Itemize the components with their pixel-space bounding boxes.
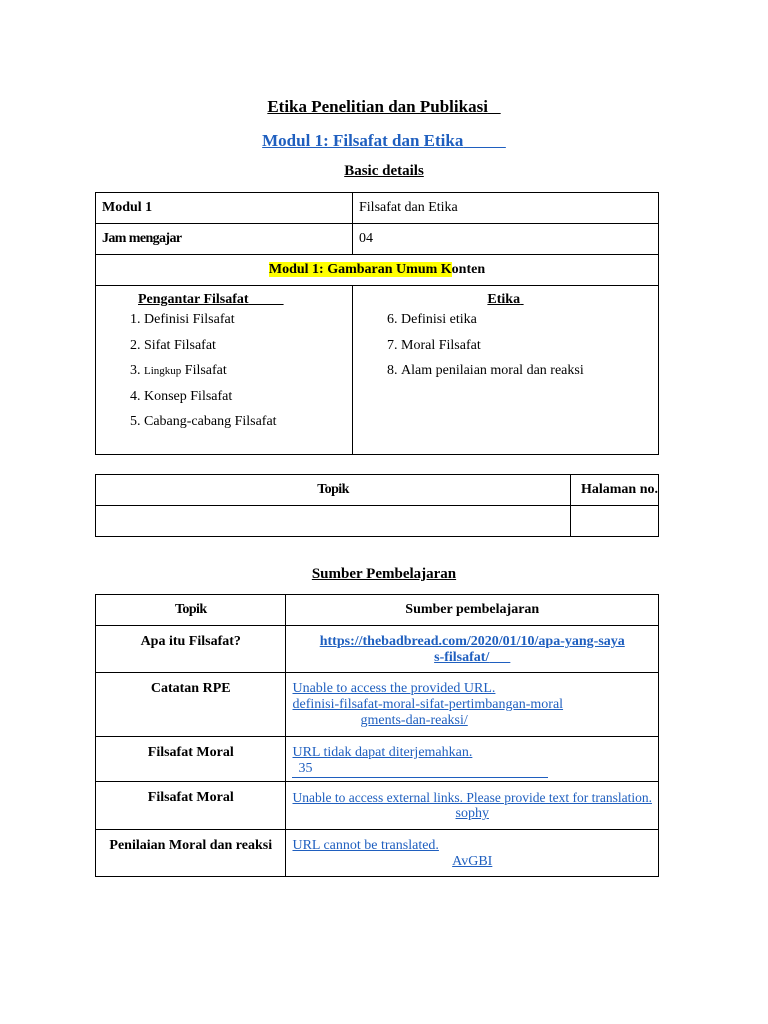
- list-item: 3. Lingkup Filsafat: [144, 363, 352, 389]
- table-row: [96, 286, 659, 455]
- module-value: Filsafat dan Etika: [353, 193, 659, 224]
- resource-link[interactable]: Unable to access external links. Please provide text for translation. sophy: [286, 782, 659, 830]
- ethics-list: [353, 312, 658, 389]
- table-row: [96, 626, 659, 673]
- table-row: [96, 224, 659, 255]
- content-overview-heading: Modul 1: Gambaran Umum Konten: [96, 255, 659, 286]
- learning-resources-heading: Sumber Pembelajaran: [311, 566, 457, 582]
- table-row: [96, 595, 659, 626]
- resource-link[interactable]: URL cannot be translated. AvGBI: [286, 830, 659, 877]
- module-label: Modul 1: [96, 193, 353, 224]
- learning-resources-table: [95, 594, 659, 877]
- intro-philosophy-cell: [96, 286, 353, 455]
- resource-link[interactable]: https://thebadbread.com/2020/01/10/apa-yang-saya s-filsafat/: [286, 626, 659, 673]
- list-item: 2. Sifat Filsafat: [144, 338, 352, 364]
- teaching-hours-label: Jam mengajar: [96, 224, 353, 255]
- ethics-heading: Etika: [487, 292, 521, 307]
- intro-philosophy-list: [96, 312, 352, 440]
- resources-topic-header: Topik: [96, 595, 286, 626]
- list-item: 5. Cabang-cabang Filsafat: [144, 414, 352, 440]
- table-row: [96, 475, 659, 506]
- topic-empty-cell: [96, 506, 571, 537]
- table-row: [96, 737, 659, 782]
- page-number-header: Halaman no.: [570, 475, 658, 506]
- page-number-empty-cell: [570, 506, 658, 537]
- module-title: Modul 1: Filsafat dan Etika: [262, 131, 464, 150]
- basic-details-table: [95, 192, 659, 455]
- list-item: 1. Definisi Filsafat: [144, 312, 352, 338]
- resource-link[interactable]: Unable to access the provided URL. definisi-filsafat-moral-sifat-pertimbangan-moral gments-dan-reaksi/: [286, 673, 659, 737]
- list-item: 4. Konsep Filsafat: [144, 389, 352, 415]
- table-row: [96, 782, 659, 830]
- list-item: 6. Definisi etika: [401, 312, 658, 338]
- resource-topic: Penilaian Moral dan reaksi: [96, 830, 286, 877]
- resource-topic: Apa itu Filsafat?: [96, 626, 286, 673]
- teaching-hours-value: 04: [353, 224, 659, 255]
- resource-link[interactable]: URL tidak dapat diterjemahkan. 35: [286, 737, 659, 782]
- basic-details-heading: Basic details: [344, 163, 424, 179]
- table-row: [96, 255, 659, 286]
- resource-topic: Catatan RPE: [96, 673, 286, 737]
- table-row: [96, 673, 659, 737]
- main-title: Etika Penelitian dan Publikasi: [267, 97, 488, 116]
- table-row: [96, 193, 659, 224]
- resource-topic: Filsafat Moral: [96, 737, 286, 782]
- list-item: 8. Alam penilaian moral dan reaksi: [401, 363, 658, 389]
- ethics-cell: [353, 286, 659, 455]
- resource-topic: Filsafat Moral: [96, 782, 286, 830]
- list-item: 7. Moral Filsafat: [401, 338, 658, 364]
- resources-source-header: Sumber pembelajaran: [286, 595, 659, 626]
- table-row: [96, 506, 659, 537]
- table-row: [96, 830, 659, 877]
- topic-page-table: [95, 474, 659, 537]
- topic-header: Topik: [96, 475, 571, 506]
- intro-philosophy-heading: Pengantar Filsafat: [138, 292, 249, 307]
